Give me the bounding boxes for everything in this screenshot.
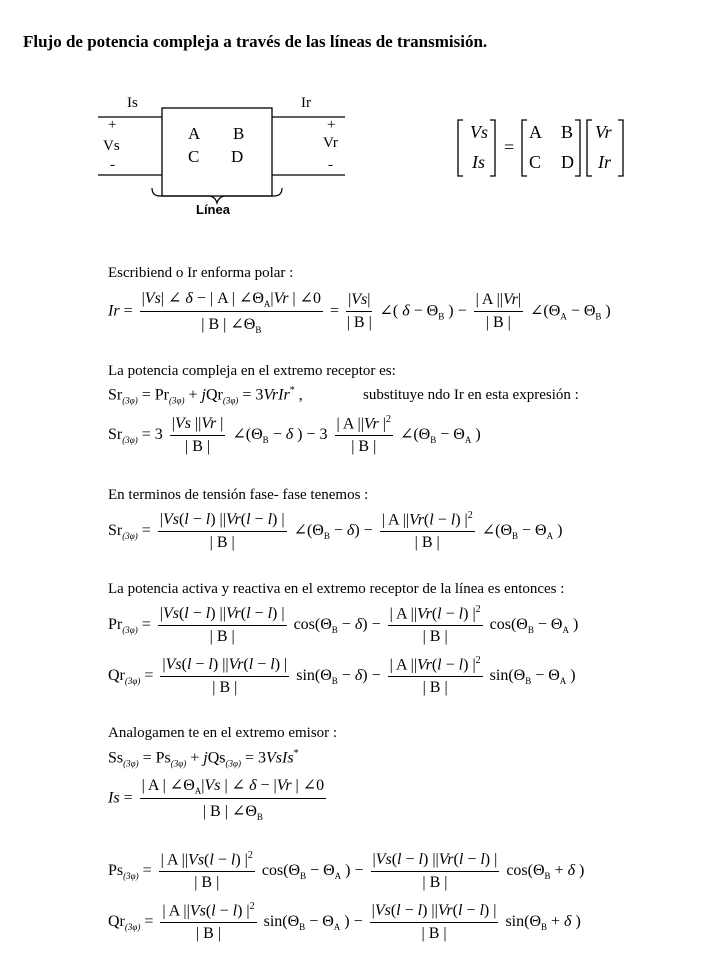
matrix-is: Is: [472, 152, 485, 172]
param-a: A: [188, 124, 201, 143]
equation-sr-expanded: $Sr_{(3\varphi)} = 3$ $\frac{|Vs ||Vr |}{| B |}$ $\angle(\Theta_B - \delta$ ) − 3 $\frac{| A ||Vr |^2}{| B |}$ $\angle(\Theta_B - \Theta_A$ ): [108, 414, 481, 456]
section-polar-text: Escribiend o Ir enforma polar :: [108, 265, 294, 281]
equation-is: Is = $\frac{| A | \angle\Theta_A|Vs | \angle \delta - |Vr | \angle 0}{| B | \angle\Theta_B}$: [108, 777, 325, 823]
matrix-b: B: [561, 122, 574, 142]
equation-sr-def: $Sr_{(3\varphi)} = Pr_{(3\varphi)} + jQr_{(3\varphi)}$ = 3VrIr* ,: [108, 385, 303, 406]
equation-ir-polar: Ir = $\frac{|Vs| \angle \delta - | A | \angle\Theta_A|Vr | \angle 0}{| B | \angle\Theta_B}$ = $\frac{|Vs|}{| B |}$ ∠( $\delta - \Theta_B$ ) − $\frac{| A ||Vr|}{| B |}$ $\angle(\Theta_A - \Theta_B$ ): [108, 290, 611, 336]
page-title: Flujo de potencia compleja a través de las líneas de transmisión.: [23, 32, 488, 51]
equation-qs: $Qr_{(3\varphi)}$ = $\frac{| A ||Vs(l - l) |^2}{| B |}$ $\sin(\Theta_B - \Theta_A$ ) − $\frac{|Vs(l - l) ||Vr(l - l) |}{| B |}$ $\sin(\Theta_B + \delta$ ): [108, 901, 581, 943]
equation-ss-def: $Ss_{(3\varphi)} = Ps_{(3\varphi)} + jQs_{(3\varphi)}$ = 3VsIs*: [108, 748, 299, 769]
param-d: D: [231, 147, 244, 166]
matrix-vr: Vr: [595, 122, 612, 142]
equation-qr: $Qr_{(3\varphi)}$ = $\frac{|Vs(l - l) ||Vr(l - l) |}{| B |}$ $\sin(\Theta_B - \delta)$ − $\frac{| A ||Vr(l - l) |^2}{| B |}$ $\sin(\Theta_B - \Theta_A$ ): [108, 655, 576, 697]
vr-minus: -: [328, 157, 333, 173]
ir-label: Ir: [301, 95, 311, 111]
substitution-text: substituye ndo Ir en esta expresión :: [363, 387, 579, 403]
matrix-vs: Vs: [470, 122, 488, 142]
vs-plus: +: [108, 117, 117, 133]
vr-label: Vr: [323, 135, 338, 151]
matrix-a: A: [529, 122, 542, 142]
equation-ps: $Ps_{(3\varphi)}$ = $\frac{| A ||Vs(l - l) |^2}{| B |}$ $\cos(\Theta_B - \Theta_A$ ) − $\frac{|Vs(l - l) ||Vr(l - l) |}{| B |}$ $\cos(\Theta_B + \delta$ ): [108, 850, 585, 892]
section-sending-end-text: Analogamen te en el extremo emisor :: [108, 725, 338, 741]
vs-label: Vs: [103, 138, 120, 154]
equation-pr: $Pr_{(3\varphi)}$ = $\frac{|Vs(l - l) ||Vr(l - l) |}{| B |}$ $\cos(\Theta_B - \delta)$ − $\frac{| A ||Vr(l - l) |^2}{| B |}$ $\cos(\Theta_B - \Theta_A$ ): [108, 604, 579, 646]
vr-plus: +: [327, 117, 336, 133]
matrix-ir: Ir: [598, 152, 611, 172]
section-phase-phase-text: En terminos de tensión fase- fase tenemos :: [108, 487, 369, 503]
param-b: B: [233, 124, 245, 143]
line-label: Línea: [196, 202, 230, 217]
vs-minus: -: [110, 157, 115, 173]
param-c: C: [188, 147, 200, 166]
abcd-box: [162, 108, 272, 196]
section-active-reactive-text: La potencia activa y reactiva en el extremo receptor de la línea es entonces :: [108, 581, 565, 597]
matrix-equals: =: [504, 137, 515, 157]
matrix-d: D: [561, 152, 574, 172]
equation-sr-phase-phase: $Sr_{(3\varphi)}$ = $\frac{|Vs(l - l) ||Vr(l - l) |}{| B |}$ $\angle(\Theta_B - \delta)$ − $\frac{| A ||Vr(l - l) |^2}{| B |}$ $\angle(\Theta_B - \Theta_A$ ): [108, 510, 563, 552]
is-label: Is: [127, 95, 138, 111]
section-complex-power-text: La potencia compleja en el extremo receptor es:: [108, 363, 396, 379]
matrix-c: C: [529, 152, 542, 172]
